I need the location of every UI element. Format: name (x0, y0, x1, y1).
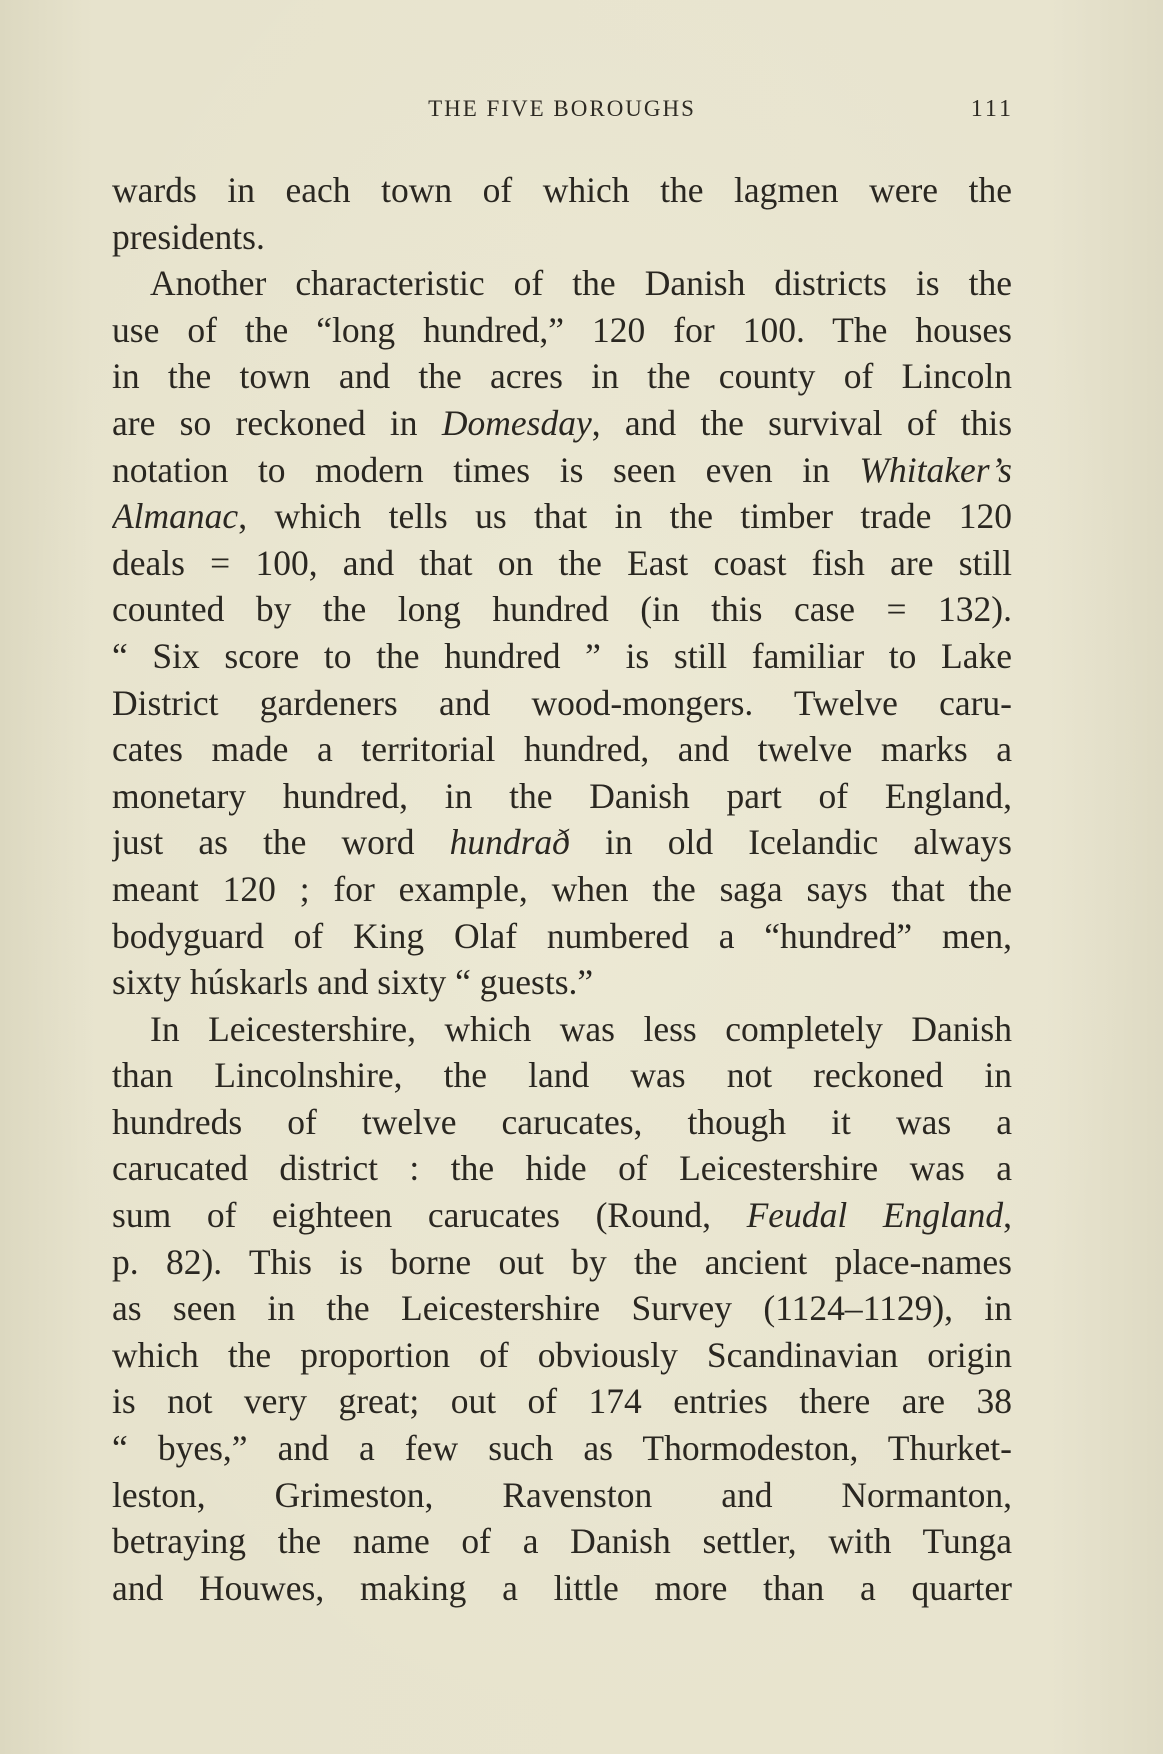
text-fragment: , (1003, 1195, 1012, 1236)
text-line: which the proportion of obviously Scandinavian origin (112, 1334, 1012, 1375)
text-line: sixty húskarls and sixty “ guests.” (112, 962, 594, 1003)
text-line: counted by the long hundred (in this case = 132). (112, 589, 1012, 630)
text-line: than Lincolnshire, the land was not reckoned in (112, 1055, 1012, 1096)
text-fragment: notation to modern times is seen even in (112, 449, 860, 490)
text-fragment: in old Icelandic always (569, 822, 1012, 863)
paragraph (112, 1006, 1012, 1612)
text-line: is not very great; out of 174 entries there are 38 (112, 1381, 1012, 1422)
page-number: 111 (970, 96, 1014, 122)
text-line (112, 1192, 1012, 1239)
page-header (112, 96, 1012, 130)
text-fragment: , and the survival of this (591, 402, 1012, 443)
text-fragment: just as the word (112, 822, 450, 863)
text-line: betraying the name of a Danish settler, with Tunga (112, 1521, 1012, 1562)
italic-title: Almanac (112, 496, 239, 537)
text-line: “ Six score to the hundred ” is still familiar to Lake (112, 635, 1012, 676)
text-line: bodyguard of King Olaf numbered a “hundred” men, (112, 915, 1012, 956)
text-line (112, 447, 1012, 494)
text-line: Another characteristic of the Danish districts is the (150, 263, 1012, 304)
italic-title: Feudal England (746, 1195, 1004, 1236)
text-line: deals = 100, and that on the East coast fish are still (112, 542, 1012, 583)
text-line: leston, Grimeston, Ravenston and Normanton, (112, 1474, 1012, 1515)
italic-title: Domesday (441, 402, 592, 443)
text-line: In Leicestershire, which was less completely Danish (150, 1008, 1012, 1049)
text-line: wards in each town of which the lagmen were the (112, 170, 1012, 210)
text-line: in the town and the acres in the county of Lincoln (112, 356, 1012, 397)
body-text (112, 167, 1012, 1611)
text-line: monetary hundred, in the Danish part of England, (112, 775, 1012, 816)
text-line: p. 82). This is borne out by the ancient place-names (112, 1241, 1012, 1282)
text-line: hundreds of twelve carucates, though it was a (112, 1101, 1012, 1142)
paragraph (112, 167, 1012, 260)
text-line: and Houwes, making a little more than a quarter (112, 1567, 1012, 1608)
text-line: District gardeners and wood-mongers. Twelve caru- (112, 682, 1012, 723)
text-fragment: , which tells us that in the timber trade 120 (238, 496, 1012, 537)
text-line: cates made a territorial hundred, and twelve marks a (112, 729, 1012, 770)
text-line: “ byes,” and a few such as Thormodeston, Thurket- (112, 1428, 1012, 1469)
running-head: THE FIVE BOROUGHS (428, 96, 696, 121)
italic-word: hundrað (449, 822, 570, 863)
text-line: as seen in the Leicestershire Survey (1124–1129), in (112, 1288, 1012, 1329)
text-fragment: sum of eighteen carucates (Round, (112, 1195, 747, 1236)
text-line: carucated district : the hide of Leicestershire was a (112, 1148, 1012, 1189)
text-line: presidents. (112, 216, 265, 257)
italic-title: Whitaker’s (859, 449, 1012, 490)
text-line: use of the “long hundred,” 120 for 100. The houses (112, 309, 1012, 350)
text-line (112, 400, 1012, 447)
text-fragment: are so reckoned in (112, 402, 442, 443)
text-line (112, 819, 1012, 866)
paragraph (112, 260, 1012, 1006)
text-line: meant 120 ; for example, when the saga says that the (112, 868, 1012, 909)
text-line (112, 493, 1012, 540)
